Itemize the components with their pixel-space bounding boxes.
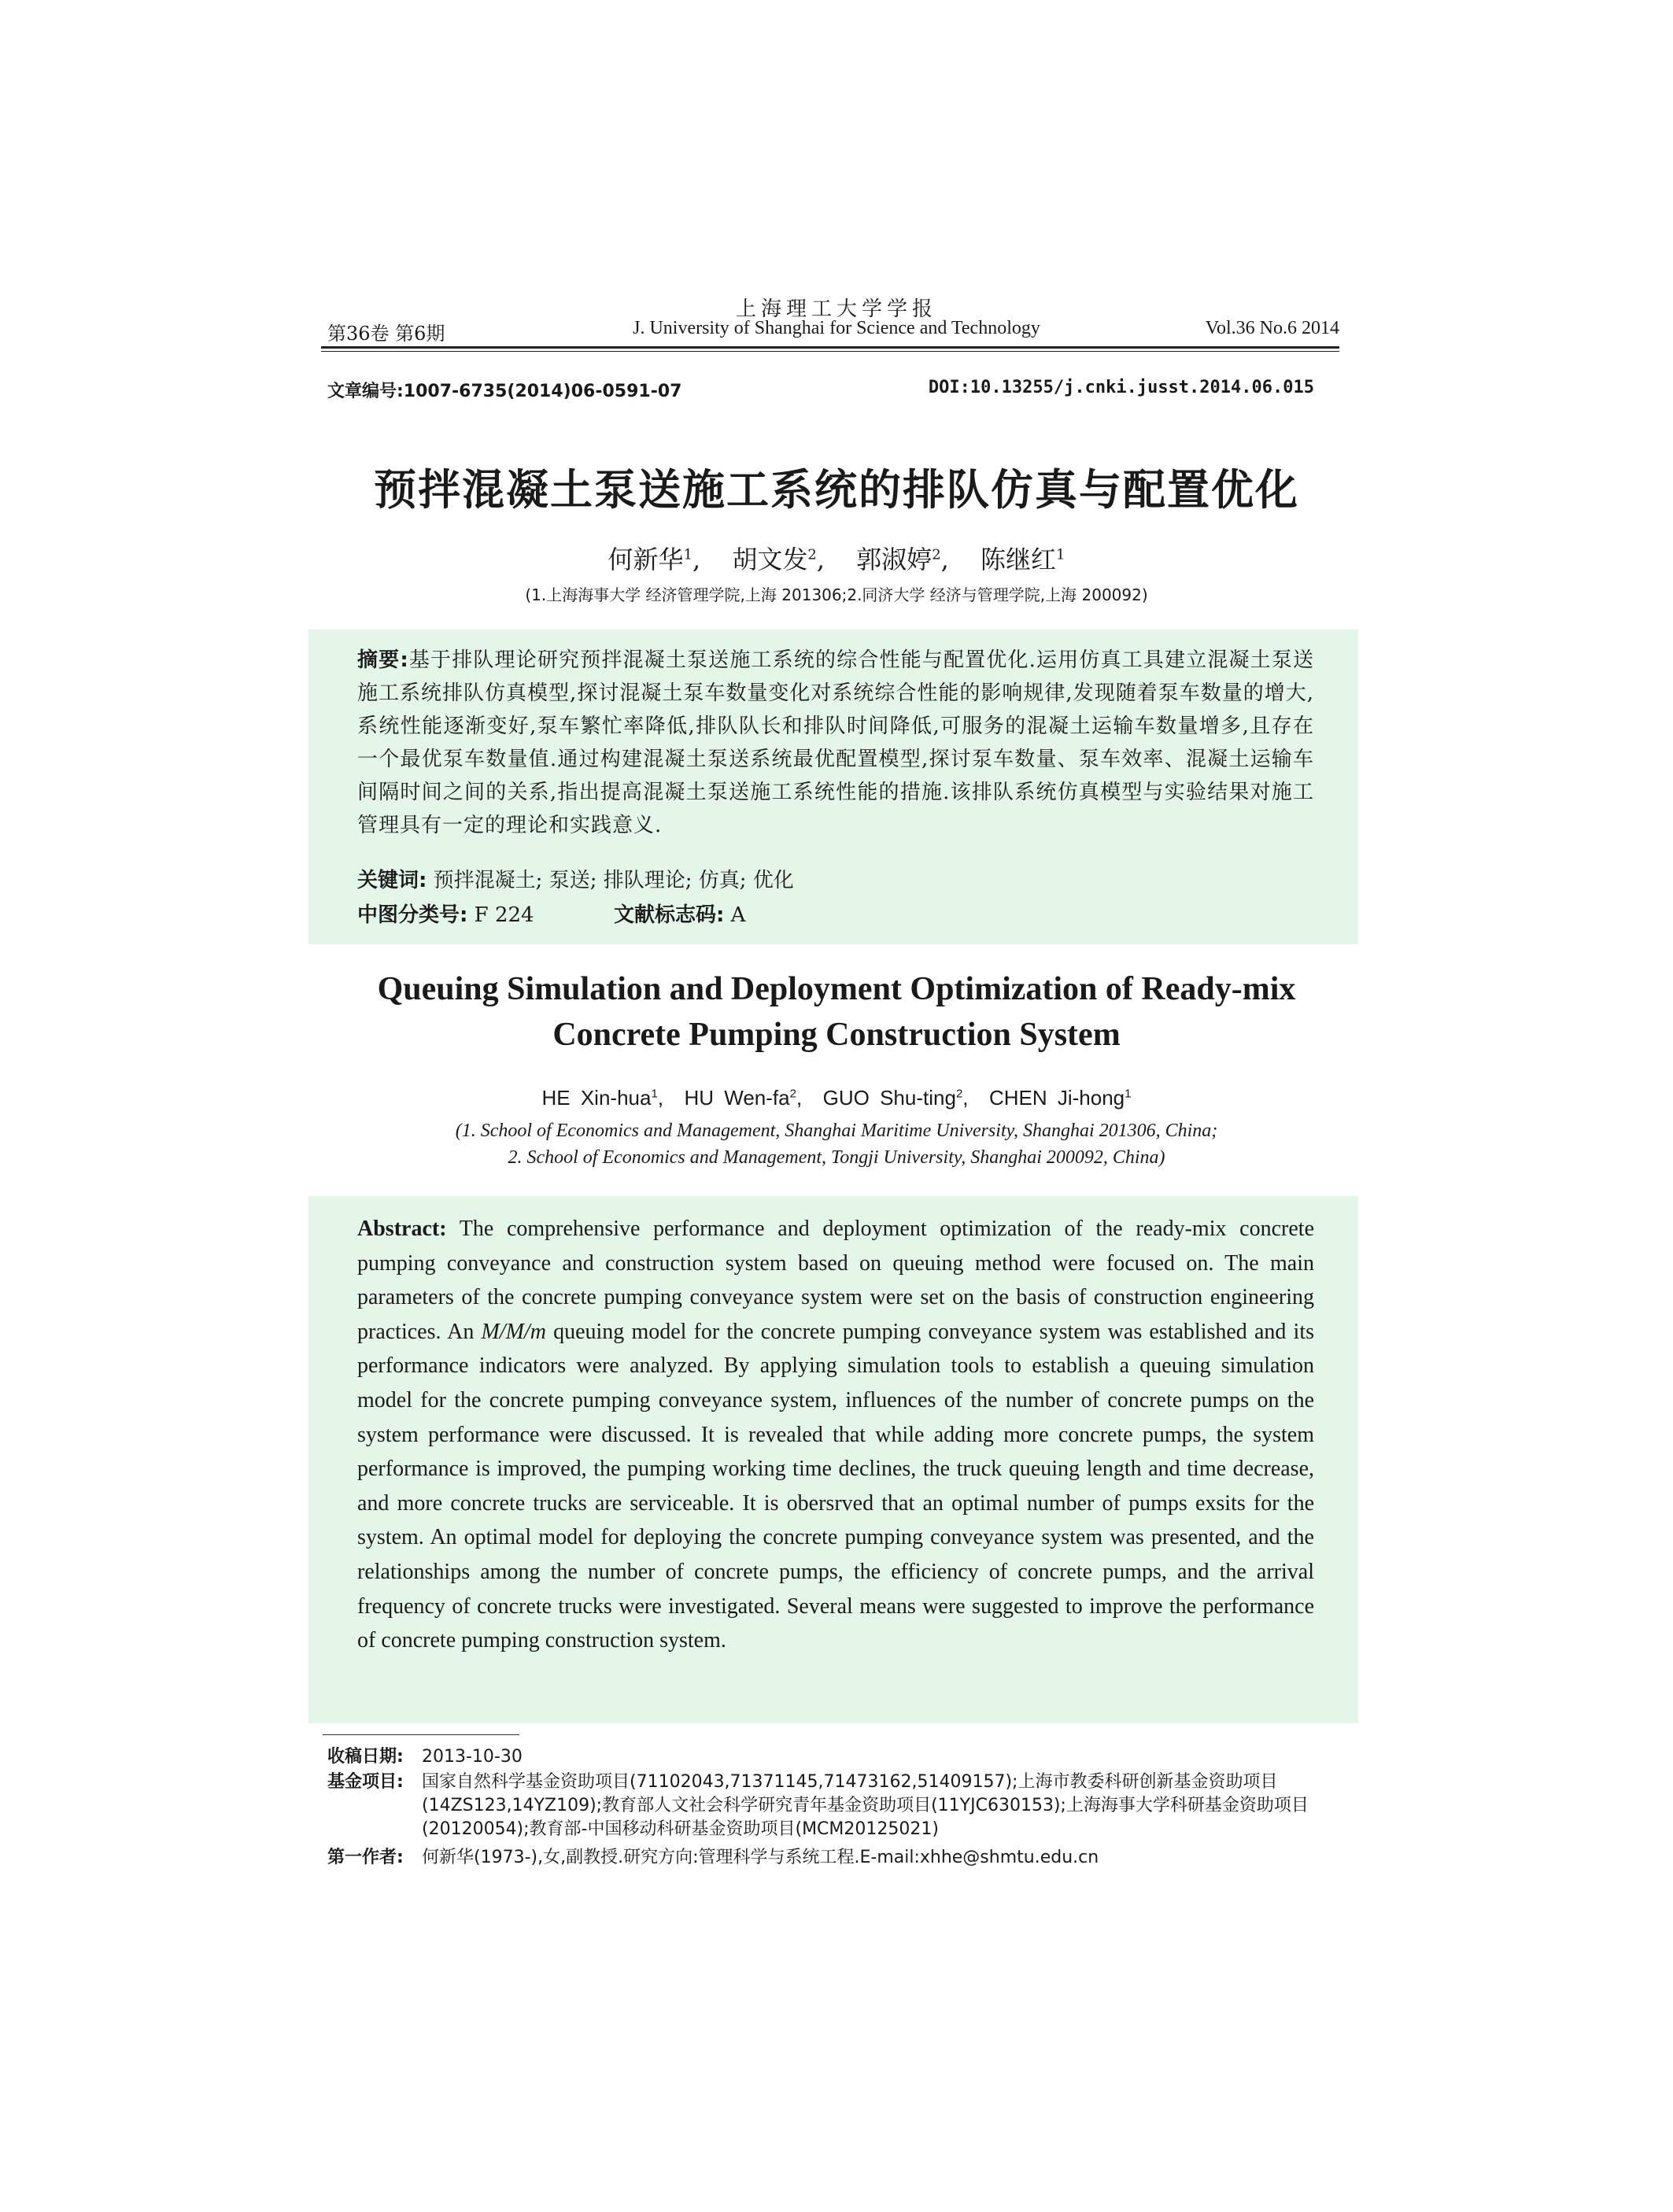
paper-title-en: Queuing Simulation and Deployment Optimization of Ready-mix Concrete Pumping Construction System <box>377 971 1296 1053</box>
abstract-text-cn: 基于排队理论研究预拌混凝土泵送施工系统的综合性能与配置优化.运用仿真工具建立混凝土泵送施工系统排队仿真模型,探讨混凝土泵车数量变化对系统综合性能的影响规律,发现随着泵车数量的增大,系统性能逐渐变好,泵车繁忙率降低,排队队长和排队时间降低,可服务的混凝土运输车数量增多,且存在一个最优泵车数量值.通过构建混凝土泵送系统最优配置模型,探讨泵车数量、泵车效率、混凝土运输车间隔时间之间的关系,指出提高混凝土泵送施工系统性能的措施.该排队系统仿真模型与实验结果对施工管理具有一定的理论和实践意义. <box>357 648 1314 837</box>
abstract-cn <box>357 644 1314 842</box>
abstract-label-en: Abstract: <box>357 1217 447 1241</box>
author-list-cn <box>0 540 1673 576</box>
author-cn: 胡文发$^2$, <box>732 545 825 574</box>
author-en: GUO Shu-ting$^2$, <box>822 1086 969 1110</box>
article-number: 文章编号:1007-6735(2014)06-0591-07 <box>327 382 682 401</box>
journal-name-cn: 上海理工大学学报 <box>735 297 937 321</box>
funding-note: 基金项目: 国家自然科学基金资助项目(71102043,71371145,71473162,51409157);上海市教委科研创新基金资助项目(14ZS123,14YZ109);教育部人文社会科学研究青年基金资助项目(11YJC630153);上海海事大学科研基金资助项目(20120054);教育部-中国移动科研基金资助项目(MCM20125021) <box>327 1772 1309 1839</box>
header-rule-thin <box>321 351 1339 352</box>
keywords-cn: 关键词: 预拌混凝土; 泵送; 排队理论; 仿真; 优化 <box>357 869 794 892</box>
first-author-note: 第一作者: 何新华(1973-),女,副教授.研究方向:管理科学与系统工程.E-mail:xhhe@shmtu.edu.cn <box>327 1848 1099 1867</box>
author-list-en <box>0 1086 1673 1110</box>
paper-title-cn: 预拌混凝土泵送施工系统的排队仿真与配置优化 <box>374 465 1299 515</box>
abstract-en: Abstract: The comprehensive performance and deployment optimization of the ready-mix concrete pumping conveyance and construction system based on queuing method were focused on. The main parameters of the concrete pumping conveyance system were set on the basis of construction engineering practices. An M/M/m queuing model for the concrete pumping conveyance system was established and its performance indicators were analyzed. By applying simulation tools to establish a queuing simulation model for the concrete pumping conveyance system, influences of the number of concrete pumps on the system performance were discussed. It is revealed that while adding more concrete pumps, the system performance is improved, the pumping working time declines, the truck queuing length and time decrease, and more concrete trucks are serviceable. It is obersrved that an optimal number of pumps exsits for the system. An optimal model for deploying the concrete pumping conveyance system was presented, and the relationships among the number of concrete pumps, the efficiency of concrete pumps, and the arrival frequency of concrete trucks were investigated. Several means were suggested to improve the performance of concrete pumping construction system. <box>357 1217 1314 1653</box>
affiliation-en: (1. School of Economics and Management, Shanghai Maritime University, Shanghai 201306, China; 2. School of Economics and Management, Tongji University, Shanghai 200092, China) <box>455 1121 1218 1168</box>
affiliation-cn: (1.上海海事大学 经济管理学院,上海 201306;2.同济大学 经济与管理学院,上海 200092) <box>525 585 1148 604</box>
author-cn: 何新华$^1$, <box>608 545 701 574</box>
author-en: HE Xin-hua$^1$, <box>541 1086 664 1110</box>
author-cn: 郭淑婷$^2$, <box>856 545 949 574</box>
footnote-rule <box>323 1734 519 1735</box>
volume-issue-cn: 第36卷 第6期 <box>327 323 445 345</box>
header-rule <box>321 346 1339 349</box>
author-en: CHEN Ji-hong$^1$ <box>988 1086 1132 1110</box>
document-code: 文献标志码: A <box>614 903 746 927</box>
volume-issue-en: Vol.36 No.6 2014 <box>1205 318 1339 338</box>
abstract-label-cn: 摘要: <box>357 648 409 672</box>
doi[interactable]: DOI:10.13255/j.cnki.jusst.2014.06.015 <box>928 378 1314 397</box>
classification-number: 中图分类号: F 224 <box>357 903 534 927</box>
author-cn: 陈继红$^1$ <box>980 545 1065 574</box>
journal-name-en: J. University of Shanghai for Science and Technology <box>633 318 1040 338</box>
author-en: HU Wen-$fa^2$, <box>684 1086 803 1110</box>
received-date: 收稿日期: 2013-10-30 <box>327 1747 523 1767</box>
